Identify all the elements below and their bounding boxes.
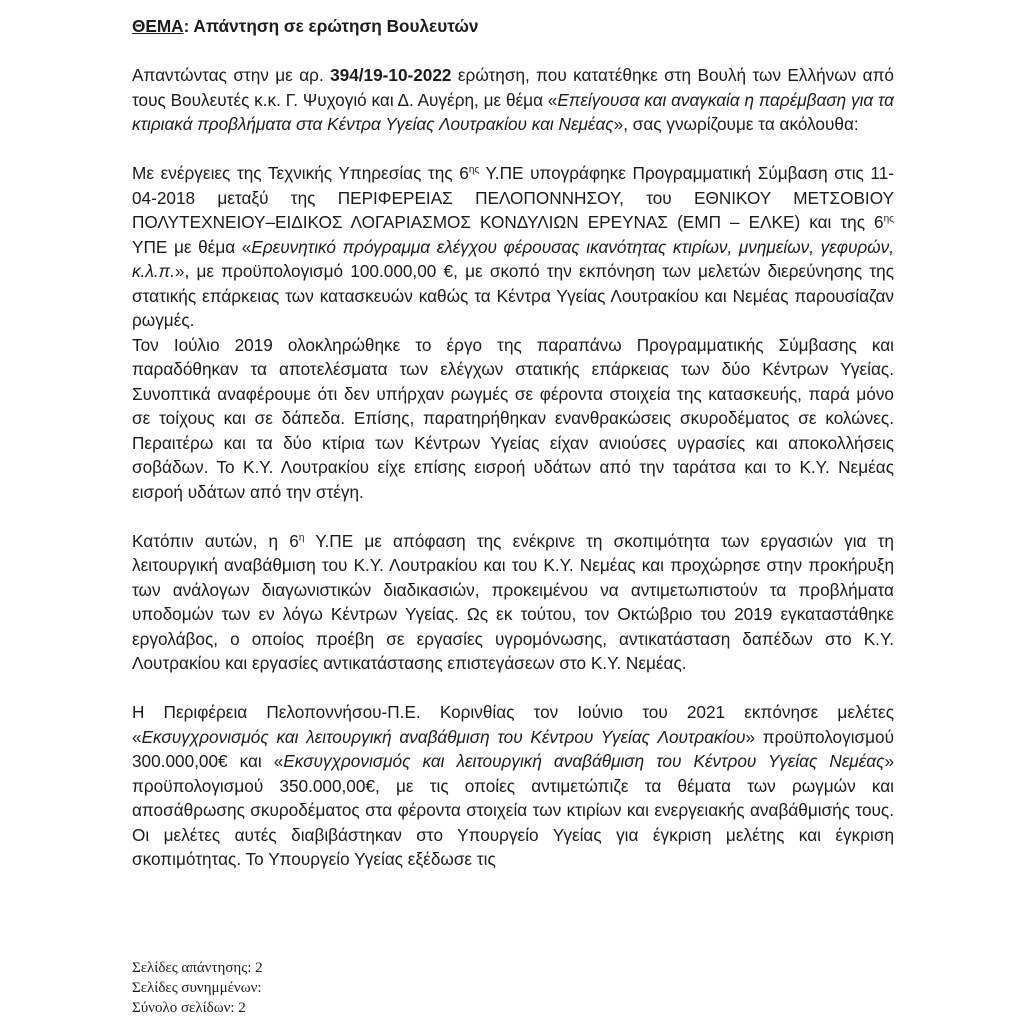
paragraph-intro <box>132 63 894 137</box>
text-run: », με προϋπολογισμό 100.000,00 €, με σκοπό την εκπόνηση των μελετών διερεύνησης της στατικής επάρκειας των κατασκευών καθώς τα Κέντρα Υγείας Λουτρακίου και Νεμέας παρουσίαζαν ρωγμές. <box>132 261 894 330</box>
subject-label: ΘΕΜΑ <box>132 16 184 36</box>
paragraph-programmatic-contract <box>132 161 894 333</box>
text-run: », σας γνωρίζουμε τα ακόλουθα: <box>613 114 859 134</box>
text-run: » προϋπολογισμού 350.000,00€, με τις οποίες αντιμετώπιζε τα θέματα των ρωγμών και αποσάθρωσης σκυροδέματος στα φέροντα στοιχεία των κτιρίων και ενεργειακής αναβάθμισής τους. Οι μελέτες αυτές διαβιβάστηκαν στο Υπουργείο Υγείας για έγκριση μελέτης και έγκριση σκοπιμότητας. Το Υπουργείο Υγείας εξέδωσε τις <box>132 751 894 869</box>
text-run: Κατόπιν αυτών, η 6 <box>132 530 299 551</box>
total-pages-count: Σύνολο σελίδων: 2 <box>132 1000 246 1016</box>
ordinal-suffix: ης <box>883 213 894 225</box>
page-count-footer <box>132 958 263 1018</box>
text-run: » προϋπολογισμού 300.000,00€ και « <box>132 726 894 771</box>
ordinal-suffix: ης <box>468 164 480 176</box>
text-run: Με ενέργειες της Τεχνικής Υπηρεσίας της 6 <box>132 163 469 183</box>
text-run: ΥΠΕ με θέμα « <box>132 236 252 257</box>
study-title-nemea: Εκσυγχρονισμός και λειτουργική αναβάθμιση του Κέντρου Υγείας Νεμέας <box>283 751 885 771</box>
paragraph-works-approval <box>132 529 894 676</box>
paragraph-inspection-results: Τον Ιούλιο 2019 ολοκληρώθηκε το έργο της παραπάνω Προγραμματικής Σύμβασης και παραδόθηκαν τα αποτελέσματα των ελέγχων στατικής επάρκειας των δύο Κέντρων Υγείας. Συνοπτικά αναφέρουμε ότι δεν υπήρχαν ρωγμές σε φέροντα στοιχεία της κατασκευής, παρά μόνο σε τοίχους και σε δάπεδα. Επίσης, παρατηρήθηκαν ενανθρακώσεις σκυροδέματος σε κολώνες. Περαιτέρω και τα δύο κτίρια των Κέντρων Υγείας είχαν ανιούσες υγρασίες και αποκολλήσεις σοβάδων. Το Κ.Υ. Λουτρακίου είχε επίσης εισροή υδάτων από την ταράτσα και το Κ.Υ. Νεμέας εισροή υδάτων από την στέγη. <box>132 334 894 502</box>
study-title-loutraki: Εκσυγχρονισμός και λειτουργική αναβάθμιση του Κέντρου Υγείας Λουτρακίου <box>141 726 746 747</box>
text-run: Υ.ΠΕ με απόφαση της ενέκρινε τη σκοπιμότητα των εργασιών για τη λειτουργική αναβάθμιση του Κ.Υ. Λουτρακίου και του Κ.Υ. Νεμέας και προχώρησε στην προκήρυξη των ανάλογων διαγωνιστικών διαδικασιών, προκειμένου να αντιμετωπιστούν τα προβλήματα υποδομών των εν λόγω Κέντρων Υγείας. Ως εκ τούτου, τον Οκτώβριο του 2019 εγκαταστάθηκε εργολάβος, ο οποίος προέβη σε εργασίες υγρομόνωσης, αντικατάσταση δαπέδων στο Κ.Υ. Λουτρακίου και εργασίες αντικατάστασης επιστεγάσεων στο Κ.Υ. Νεμέας. <box>132 530 894 673</box>
text-run: Απαντώντας στην με αρ. <box>132 65 331 85</box>
text-run: Η Περιφέρεια Πελοποννήσου-Π.Ε. Κορινθίας τον Ιούνιο του 2021 εκπόνησε μελέτες « <box>132 702 894 747</box>
ordinal-suffix: η <box>298 531 305 543</box>
document-body <box>132 14 894 872</box>
paragraph-region-studies <box>132 700 894 872</box>
attached-pages-count: Σελίδες συνημμένων: <box>132 980 262 996</box>
subject-colon: : <box>183 16 190 36</box>
subject-title: Απάντηση σε ερώτηση Βουλευτών <box>189 16 479 36</box>
contract-topic: Ερευνητικό πρόγραμμα ελέγχου φέρουσας ικανότητας κτιρίων, μνημείων, γεφυρών, κ.λ.π. <box>132 236 894 281</box>
text-run: Υ.ΠΕ υπογράφηκε Προγραμματική Σύμβαση στις 11-04-2018 μεταξύ της ΠΕΡΙΦΕΡΕΙΑΣ ΠΕΛΟΠΟΝΝΗΣΟΥ, του ΕΘΝΙΚΟΥ ΜΕΤΣΟΒΙΟΥ ΠΟΛΥΤΕΧΝΕΙΟΥ–ΕΙΔΙΚΟΣ ΛΟΓΑΡΙΑΣΜΟΣ ΚΟΝΔΥΛΙΩΝ ΕΡΕΥΝΑΣ (ΕΜΠ – ΕΛΚΕ) και της 6 <box>132 163 894 232</box>
question-reference: 394/19-10-2022 <box>330 65 452 85</box>
question-topic: Επείγουσα και αναγκαία η παρέμβαση για τα κτιριακά προβλήματα στα Κέντρα Υγείας Λουτρακίου και Νεμέας <box>132 89 894 134</box>
answer-pages-count: Σελίδες απάντησης: 2 <box>132 960 263 976</box>
subject-line <box>132 14 894 39</box>
text-run: ερώτηση, που κατατέθηκε στη Βουλή των Ελλήνων από τους Βουλευτές κ.κ. Γ. Ψυχογιό και Δ. Αυγέρη, με θέμα « <box>132 65 894 110</box>
